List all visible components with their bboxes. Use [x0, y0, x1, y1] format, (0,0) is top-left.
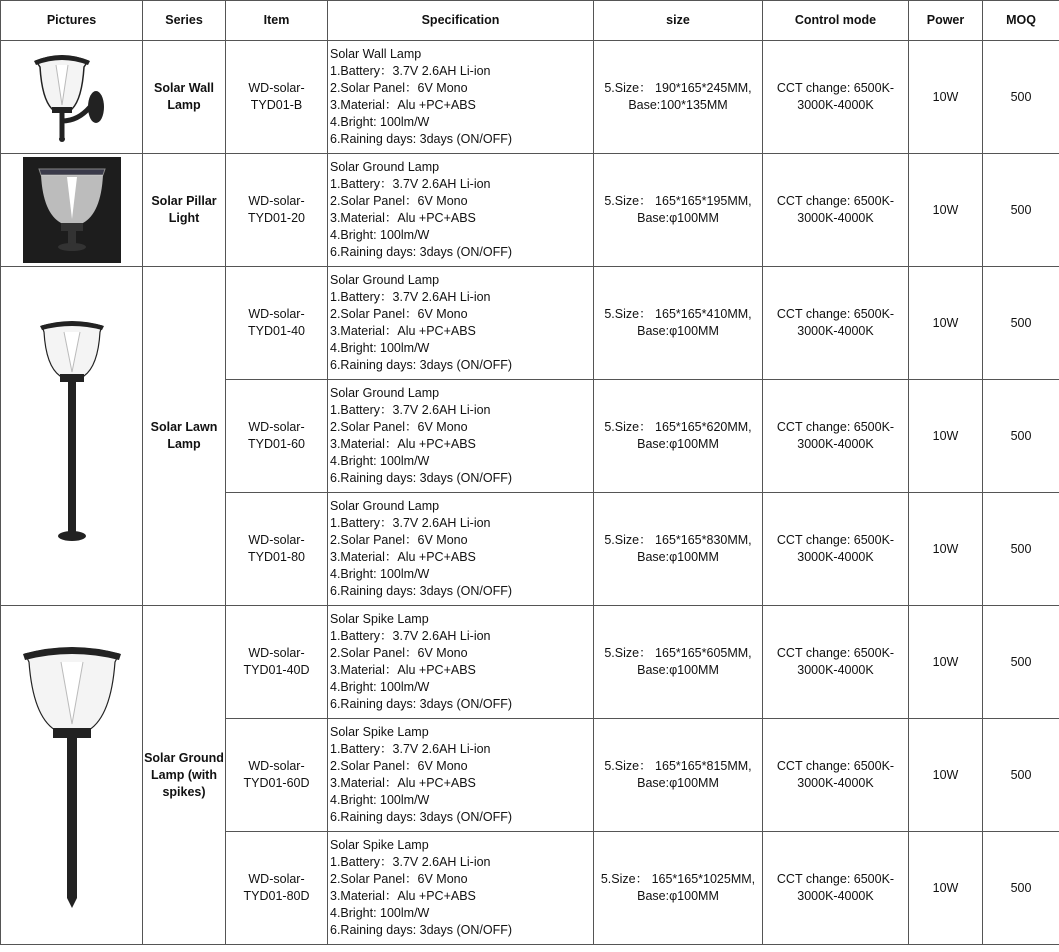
control-mode-cell: [763, 154, 909, 267]
product-picture-cell: [1, 267, 143, 606]
spec-line: Solar Spike Lamp: [330, 838, 429, 852]
size-line: Base:φ100MM: [637, 211, 719, 225]
spec-line: 4.Bright: 100lm/W: [330, 793, 430, 807]
product-picture-cell: [1, 606, 143, 945]
series-cell: Solar Wall Lamp: [143, 41, 226, 154]
size-line: Base:φ100MM: [637, 663, 719, 677]
spec-line: 1.Battery：3.7V 2.6AH Li-ion: [330, 629, 491, 643]
item-line: WD-solar-: [248, 420, 305, 434]
specification-cell: [328, 493, 594, 606]
specification-cell: [328, 719, 594, 832]
spec-line: 2.Solar Panel：6V Mono: [330, 420, 468, 434]
spec-line: Solar Spike Lamp: [330, 725, 429, 739]
spec-line: Solar Wall Lamp: [330, 47, 422, 61]
control-line: CCT change: 6500K-: [776, 759, 895, 773]
spec-line: 2.Solar Panel：6V Mono: [330, 194, 468, 208]
specification-cell: [328, 41, 594, 154]
item-cell: [226, 719, 328, 832]
spec-line: Solar Spike Lamp: [330, 612, 429, 626]
moq-cell: 500: [983, 380, 1059, 493]
item-line: TYD01-60: [248, 437, 305, 451]
item-cell: [226, 154, 328, 267]
spec-line: 4.Bright: 100lm/W: [330, 341, 430, 355]
table-row: [1, 41, 1059, 154]
size-cell: [594, 380, 763, 493]
moq-cell: 500: [983, 154, 1059, 267]
spec-line: 2.Solar Panel：6V Mono: [330, 81, 468, 95]
spec-line: 6.Raining days: 3days (ON/OFF): [330, 358, 513, 372]
control-line: CCT change: 6500K-: [776, 307, 895, 321]
spec-line: 6.Raining days: 3days (ON/OFF): [330, 245, 513, 259]
spec-line: 1.Battery：3.7V 2.6AH Li-ion: [330, 290, 491, 304]
size-line: 5.Size： 165*165*195MM,: [604, 194, 752, 208]
size-cell: [594, 493, 763, 606]
header-row: [1, 1, 1059, 41]
spec-line: 1.Battery：3.7V 2.6AH Li-ion: [330, 742, 491, 756]
item-cell: [226, 606, 328, 719]
control-line: 3000K-4000K: [797, 663, 874, 677]
moq-cell: 500: [983, 606, 1059, 719]
spec-line: 6.Raining days: 3days (ON/OFF): [330, 584, 513, 598]
spec-line: Solar Ground Lamp: [330, 160, 440, 174]
size-line: Base:φ100MM: [637, 889, 719, 903]
series-cell: Solar Ground Lamp (with spikes): [143, 606, 226, 945]
specification-cell: [328, 154, 594, 267]
spec-line: Solar Ground Lamp: [330, 386, 440, 400]
specification-cell: [328, 380, 594, 493]
header-control-mode: Control mode: [763, 1, 909, 41]
size-line: Base:φ100MM: [637, 437, 719, 451]
control-line: 3000K-4000K: [797, 437, 874, 451]
moq-cell: 500: [983, 719, 1059, 832]
product-picture-cell: [1, 154, 143, 267]
control-line: 3000K-4000K: [797, 776, 874, 790]
item-line: TYD01-60D: [243, 776, 310, 790]
spec-line: 1.Battery：3.7V 2.6AH Li-ion: [330, 516, 491, 530]
spec-line: Solar Ground Lamp: [330, 499, 440, 513]
item-cell: [226, 267, 328, 380]
power-cell: 10W: [909, 493, 983, 606]
spec-line: 3.Material：Alu +PC+ABS: [330, 437, 476, 451]
control-line: CCT change: 6500K-: [776, 194, 895, 208]
control-line: CCT change: 6500K-: [776, 81, 895, 95]
spec-line: 3.Material：Alu +PC+ABS: [330, 889, 476, 903]
spec-line: 3.Material：Alu +PC+ABS: [330, 776, 476, 790]
moq-cell: 500: [983, 41, 1059, 154]
control-mode-cell: [763, 832, 909, 945]
size-line: 5.Size： 165*165*830MM,: [604, 533, 752, 547]
size-cell: [594, 832, 763, 945]
spec-line: 3.Material：Alu +PC+ABS: [330, 211, 476, 225]
power-cell: 10W: [909, 832, 983, 945]
table-row: [1, 606, 1059, 719]
control-line: 3000K-4000K: [797, 98, 874, 112]
spec-line: Solar Ground Lamp: [330, 273, 440, 287]
product-picture-cell: [1, 41, 143, 154]
item-line: WD-solar-: [248, 646, 305, 660]
control-line: CCT change: 6500K-: [776, 872, 895, 886]
size-cell: [594, 719, 763, 832]
power-cell: 10W: [909, 41, 983, 154]
control-line: CCT change: 6500K-: [776, 420, 895, 434]
size-line: 5.Size： 165*165*1025MM,: [600, 872, 756, 886]
item-line: TYD01-80D: [243, 889, 310, 903]
spec-line: 6.Raining days: 3days (ON/OFF): [330, 810, 513, 824]
spec-line: 6.Raining days: 3days (ON/OFF): [330, 471, 513, 485]
power-cell: 10W: [909, 154, 983, 267]
size-cell: [594, 154, 763, 267]
size-line: Base:φ100MM: [637, 550, 719, 564]
size-line: 5.Size： 165*165*605MM,: [604, 646, 752, 660]
size-line: Base:φ100MM: [637, 776, 719, 790]
size-cell: [594, 41, 763, 154]
header-item: Item: [226, 1, 328, 41]
power-cell: 10W: [909, 606, 983, 719]
header-series: Series: [143, 1, 226, 41]
control-mode-cell: [763, 267, 909, 380]
power-cell: 10W: [909, 380, 983, 493]
item-line: TYD01-20: [248, 211, 305, 225]
moq-cell: 500: [983, 267, 1059, 380]
control-line: 3000K-4000K: [797, 550, 874, 564]
spec-line: 2.Solar Panel：6V Mono: [330, 646, 468, 660]
spec-line: 3.Material：Alu +PC+ABS: [330, 324, 476, 338]
moq-cell: 500: [983, 493, 1059, 606]
control-mode-cell: [763, 719, 909, 832]
power-cell: 10W: [909, 719, 983, 832]
spec-line: 1.Battery：3.7V 2.6AH Li-ion: [330, 855, 491, 869]
item-cell: [226, 832, 328, 945]
control-mode-cell: [763, 41, 909, 154]
spec-line: 4.Bright: 100lm/W: [330, 228, 430, 242]
control-mode-cell: [763, 493, 909, 606]
item-line: WD-solar-: [248, 81, 305, 95]
spec-line: 4.Bright: 100lm/W: [330, 454, 430, 468]
item-line: TYD01-80: [248, 550, 305, 564]
size-cell: [594, 267, 763, 380]
header-specification: Specification: [328, 1, 594, 41]
spec-line: 4.Bright: 100lm/W: [330, 115, 430, 129]
control-line: 3000K-4000K: [797, 889, 874, 903]
specification-cell: [328, 606, 594, 719]
header-moq: MOQ: [983, 1, 1059, 41]
solar-lawn-lamp-photo: [1, 316, 142, 556]
spec-line: 6.Raining days: 3days (ON/OFF): [330, 697, 513, 711]
spec-line: 2.Solar Panel：6V Mono: [330, 872, 468, 886]
item-line: TYD01-40: [248, 324, 305, 338]
item-cell: [226, 380, 328, 493]
item-line: WD-solar-: [248, 194, 305, 208]
item-line: WD-solar-: [248, 872, 305, 886]
spec-line: 3.Material：Alu +PC+ABS: [330, 98, 476, 112]
table-row: [1, 267, 1059, 380]
header-power: Power: [909, 1, 983, 41]
item-cell: [226, 493, 328, 606]
control-line: CCT change: 6500K-: [776, 533, 895, 547]
control-line: 3000K-4000K: [797, 324, 874, 338]
spec-line: 1.Battery：3.7V 2.6AH Li-ion: [330, 403, 491, 417]
spec-line: 4.Bright: 100lm/W: [330, 906, 430, 920]
series-cell: Solar Pillar Light: [143, 154, 226, 267]
size-line: 5.Size： 165*165*815MM,: [604, 759, 752, 773]
item-line: WD-solar-: [248, 533, 305, 547]
control-line: 3000K-4000K: [797, 211, 874, 225]
solar-spike-lamp-photo: [1, 640, 142, 910]
spec-line: 1.Battery：3.7V 2.6AH Li-ion: [330, 177, 491, 191]
size-cell: [594, 606, 763, 719]
spec-line: 4.Bright: 100lm/W: [330, 567, 430, 581]
header-size: size: [594, 1, 763, 41]
item-cell: [226, 41, 328, 154]
size-line: 5.Size： 165*165*410MM,: [604, 307, 752, 321]
spec-line: 3.Material：Alu +PC+ABS: [330, 550, 476, 564]
moq-cell: 500: [983, 832, 1059, 945]
header-pictures: Pictures: [1, 1, 143, 41]
spec-line: 2.Solar Panel：6V Mono: [330, 759, 468, 773]
series-cell: Solar Lawn Lamp: [143, 267, 226, 606]
control-line: CCT change: 6500K-: [776, 646, 895, 660]
specification-cell: [328, 267, 594, 380]
spec-line: 6.Raining days: 3days (ON/OFF): [330, 132, 513, 146]
item-line: TYD01-B: [250, 98, 303, 112]
power-cell: 10W: [909, 267, 983, 380]
item-line: WD-solar-: [248, 307, 305, 321]
spec-line: 2.Solar Panel：6V Mono: [330, 307, 468, 321]
spec-line: 3.Material：Alu +PC+ABS: [330, 663, 476, 677]
spec-line: 2.Solar Panel：6V Mono: [330, 533, 468, 547]
control-mode-cell: [763, 606, 909, 719]
control-mode-cell: [763, 380, 909, 493]
solar-wall-lamp-photo: [1, 47, 142, 147]
spec-line: 4.Bright: 100lm/W: [330, 680, 430, 694]
size-line: Base:φ100MM: [637, 324, 719, 338]
spec-line: 1.Battery：3.7V 2.6AH Li-ion: [330, 64, 491, 78]
spec-line: 6.Raining days: 3days (ON/OFF): [330, 923, 513, 937]
size-line: Base:100*135MM: [628, 98, 728, 112]
solar-pillar-light-photo: [1, 157, 142, 263]
item-line: TYD01-40D: [243, 663, 310, 677]
table-row: [1, 154, 1059, 267]
size-line: 5.Size： 165*165*620MM,: [604, 420, 752, 434]
specification-cell: [328, 832, 594, 945]
size-line: 5.Size： 190*165*245MM,: [604, 81, 752, 95]
item-line: WD-solar-: [248, 759, 305, 773]
